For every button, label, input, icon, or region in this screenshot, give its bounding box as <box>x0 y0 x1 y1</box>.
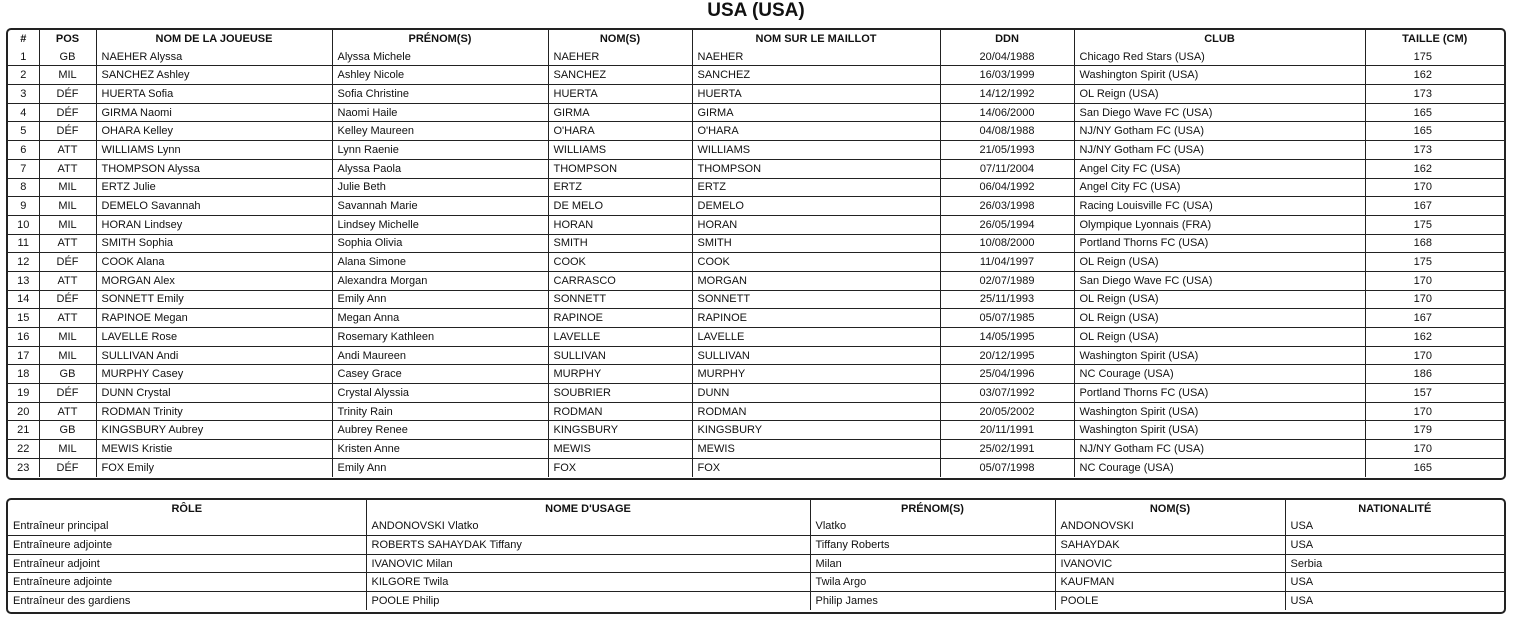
header-first-names: PRÉNOM(S) <box>332 30 548 48</box>
player-shirt-name: GIRMA <box>692 103 940 122</box>
player-birth-date: 16/03/1999 <box>940 66 1074 85</box>
player-name: SMITH Sophia <box>96 234 332 253</box>
player-last-names: KINGSBURY <box>548 421 692 440</box>
player-club: OL Reign (USA) <box>1074 85 1365 104</box>
staff-table-body <box>8 518 1504 610</box>
table-row <box>8 85 1504 104</box>
player-shirt-name: O'HARA <box>692 122 940 141</box>
header-birth-date: DDN <box>940 30 1074 48</box>
staff-usage-name: ANDONOVSKI Vlatko <box>366 518 810 536</box>
table-row <box>8 458 1504 476</box>
player-club: Portland Thorns FC (USA) <box>1074 234 1365 253</box>
player-number: 7 <box>8 159 39 178</box>
staff-nationality: Serbia <box>1285 554 1504 573</box>
table-row <box>8 178 1504 197</box>
header-height: TAILLE (CM) <box>1365 30 1504 48</box>
player-number: 15 <box>8 309 39 328</box>
player-last-names: DE MELO <box>548 197 692 216</box>
player-position: DÉF <box>39 103 96 122</box>
player-first-names: Ashley Nicole <box>332 66 548 85</box>
player-name: FOX Emily <box>96 458 332 476</box>
player-position: ATT <box>39 141 96 160</box>
staff-last-names: POOLE <box>1055 591 1285 609</box>
player-name: RAPINOE Megan <box>96 309 332 328</box>
player-number: 13 <box>8 271 39 290</box>
player-height: 165 <box>1365 458 1504 476</box>
header-usage-name: NOME D'USAGE <box>366 500 810 518</box>
staff-role: Entraîneur adjoint <box>8 554 366 573</box>
player-last-names: SULLIVAN <box>548 346 692 365</box>
player-number: 11 <box>8 234 39 253</box>
player-number: 18 <box>8 365 39 384</box>
player-birth-date: 20/11/1991 <box>940 421 1074 440</box>
player-number: 16 <box>8 328 39 347</box>
player-first-names: Aubrey Renee <box>332 421 548 440</box>
player-birth-date: 11/04/1997 <box>940 253 1074 272</box>
table-row <box>8 384 1504 403</box>
header-role: RÔLE <box>8 500 366 518</box>
player-shirt-name: SMITH <box>692 234 940 253</box>
player-name: RODMAN Trinity <box>96 402 332 421</box>
player-club: OL Reign (USA) <box>1074 290 1365 309</box>
player-name: OHARA Kelley <box>96 122 332 141</box>
player-club: Washington Spirit (USA) <box>1074 346 1365 365</box>
staff-table-frame <box>6 498 1506 614</box>
table-row <box>8 66 1504 85</box>
staff-last-names: SAHAYDAK <box>1055 536 1285 555</box>
player-shirt-name: MURPHY <box>692 365 940 384</box>
staff-usage-name: ROBERTS SAHAYDAK Tiffany <box>366 536 810 555</box>
player-name: DUNN Crystal <box>96 384 332 403</box>
player-number: 12 <box>8 253 39 272</box>
staff-role: Entraîneur principal <box>8 518 366 536</box>
player-first-names: Julie Beth <box>332 178 548 197</box>
staff-first-names: Philip James <box>810 591 1055 609</box>
player-last-names: SOUBRIER <box>548 384 692 403</box>
player-height: 162 <box>1365 159 1504 178</box>
table-row <box>8 554 1504 573</box>
staff-nationality: USA <box>1285 536 1504 555</box>
staff-header-row <box>8 500 1504 518</box>
player-position: ATT <box>39 309 96 328</box>
player-club: Angel City FC (USA) <box>1074 178 1365 197</box>
header-position: POS <box>39 30 96 48</box>
player-club: Washington Spirit (USA) <box>1074 66 1365 85</box>
player-number: 5 <box>8 122 39 141</box>
player-last-names: FOX <box>548 458 692 476</box>
staff-last-names: IVANOVIC <box>1055 554 1285 573</box>
player-shirt-name: THOMPSON <box>692 159 940 178</box>
player-birth-date: 20/04/1988 <box>940 48 1074 66</box>
table-row <box>8 197 1504 216</box>
table-row <box>8 253 1504 272</box>
player-height: 162 <box>1365 328 1504 347</box>
table-row <box>8 290 1504 309</box>
player-height: 167 <box>1365 197 1504 216</box>
player-name: DEMELO Savannah <box>96 197 332 216</box>
player-first-names: Savannah Marie <box>332 197 548 216</box>
player-number: 22 <box>8 440 39 459</box>
table-row <box>8 591 1504 609</box>
player-position: DÉF <box>39 384 96 403</box>
table-row <box>8 271 1504 290</box>
table-row <box>8 328 1504 347</box>
header-staff-last-names: NOM(S) <box>1055 500 1285 518</box>
player-number: 2 <box>8 66 39 85</box>
player-name: SONNETT Emily <box>96 290 332 309</box>
table-row <box>8 122 1504 141</box>
player-club: NC Courage (USA) <box>1074 458 1365 476</box>
player-first-names: Naomi Haile <box>332 103 548 122</box>
player-last-names: ERTZ <box>548 178 692 197</box>
player-last-names: O'HARA <box>548 122 692 141</box>
player-height: 175 <box>1365 48 1504 66</box>
player-first-names: Lindsey Michelle <box>332 215 548 234</box>
player-height: 175 <box>1365 215 1504 234</box>
player-height: 157 <box>1365 384 1504 403</box>
player-position: MIL <box>39 346 96 365</box>
player-first-names: Sophia Olivia <box>332 234 548 253</box>
player-birth-date: 25/11/1993 <box>940 290 1074 309</box>
player-club: OL Reign (USA) <box>1074 253 1365 272</box>
player-shirt-name: DEMELO <box>692 197 940 216</box>
player-first-names: Sofia Christine <box>332 85 548 104</box>
player-position: GB <box>39 365 96 384</box>
player-birth-date: 25/02/1991 <box>940 440 1074 459</box>
player-name: MORGAN Alex <box>96 271 332 290</box>
player-birth-date: 07/11/2004 <box>940 159 1074 178</box>
player-birth-date: 05/07/1985 <box>940 309 1074 328</box>
player-birth-date: 06/04/1992 <box>940 178 1074 197</box>
staff-usage-name: IVANOVIC Milan <box>366 554 810 573</box>
header-shirt-name: NOM SUR LE MAILLOT <box>692 30 940 48</box>
player-last-names: WILLIAMS <box>548 141 692 160</box>
player-club: NC Courage (USA) <box>1074 365 1365 384</box>
page-title: USA (USA) <box>707 0 805 21</box>
player-shirt-name: NAEHER <box>692 48 940 66</box>
player-position: MIL <box>39 328 96 347</box>
table-row <box>8 440 1504 459</box>
staff-nationality: USA <box>1285 573 1504 592</box>
player-club: San Diego Wave FC (USA) <box>1074 271 1365 290</box>
player-birth-date: 14/05/1995 <box>940 328 1074 347</box>
table-row <box>8 103 1504 122</box>
player-last-names: COOK <box>548 253 692 272</box>
player-position: GB <box>39 421 96 440</box>
player-height: 167 <box>1365 309 1504 328</box>
player-shirt-name: FOX <box>692 458 940 476</box>
player-height: 170 <box>1365 290 1504 309</box>
player-first-names: Trinity Rain <box>332 402 548 421</box>
player-shirt-name: KINGSBURY <box>692 421 940 440</box>
player-first-names: Casey Grace <box>332 365 548 384</box>
player-first-names: Kristen Anne <box>332 440 548 459</box>
header-last-names: NOM(S) <box>548 30 692 48</box>
player-shirt-name: LAVELLE <box>692 328 940 347</box>
staff-role: Entraîneure adjointe <box>8 573 366 592</box>
table-row <box>8 48 1504 66</box>
table-row <box>8 141 1504 160</box>
player-first-names: Alyssa Paola <box>332 159 548 178</box>
header-staff-first-names: PRÉNOM(S) <box>810 500 1055 518</box>
header-player-name: NOM DE LA JOUEUSE <box>96 30 332 48</box>
staff-table <box>8 500 1504 610</box>
player-name: SANCHEZ Ashley <box>96 66 332 85</box>
player-birth-date: 03/07/1992 <box>940 384 1074 403</box>
player-name: THOMPSON Alyssa <box>96 159 332 178</box>
player-last-names: SMITH <box>548 234 692 253</box>
player-birth-date: 26/05/1994 <box>940 215 1074 234</box>
table-row <box>8 365 1504 384</box>
player-position: ATT <box>39 234 96 253</box>
player-first-names: Crystal Alyssia <box>332 384 548 403</box>
player-name: KINGSBURY Aubrey <box>96 421 332 440</box>
player-shirt-name: WILLIAMS <box>692 141 940 160</box>
table-row <box>8 346 1504 365</box>
player-birth-date: 10/08/2000 <box>940 234 1074 253</box>
player-shirt-name: MEWIS <box>692 440 940 459</box>
player-birth-date: 20/05/2002 <box>940 402 1074 421</box>
player-shirt-name: HORAN <box>692 215 940 234</box>
player-first-names: Alexandra Morgan <box>332 271 548 290</box>
player-birth-date: 05/07/1998 <box>940 458 1074 476</box>
player-number: 21 <box>8 421 39 440</box>
player-position: ATT <box>39 402 96 421</box>
player-shirt-name: ERTZ <box>692 178 940 197</box>
staff-last-names: ANDONOVSKI <box>1055 518 1285 536</box>
player-position: MIL <box>39 215 96 234</box>
player-last-names: THOMPSON <box>548 159 692 178</box>
player-position: GB <box>39 48 96 66</box>
staff-nationality: USA <box>1285 518 1504 536</box>
player-position: MIL <box>39 440 96 459</box>
player-height: 173 <box>1365 85 1504 104</box>
player-number: 17 <box>8 346 39 365</box>
player-name: LAVELLE Rose <box>96 328 332 347</box>
player-birth-date: 02/07/1989 <box>940 271 1074 290</box>
player-club: Washington Spirit (USA) <box>1074 402 1365 421</box>
player-name: NAEHER Alyssa <box>96 48 332 66</box>
player-height: 165 <box>1365 122 1504 141</box>
player-height: 170 <box>1365 402 1504 421</box>
player-first-names: Andi Maureen <box>332 346 548 365</box>
player-number: 23 <box>8 458 39 476</box>
player-club: Washington Spirit (USA) <box>1074 421 1365 440</box>
player-height: 173 <box>1365 141 1504 160</box>
player-first-names: Alyssa Michele <box>332 48 548 66</box>
player-position: DÉF <box>39 122 96 141</box>
header-club: CLUB <box>1074 30 1365 48</box>
player-club: NJ/NY Gotham FC (USA) <box>1074 440 1365 459</box>
player-last-names: SONNETT <box>548 290 692 309</box>
player-shirt-name: MORGAN <box>692 271 940 290</box>
header-number: # <box>8 30 39 48</box>
player-last-names: SANCHEZ <box>548 66 692 85</box>
player-name: GIRMA Naomi <box>96 103 332 122</box>
player-first-names: Kelley Maureen <box>332 122 548 141</box>
table-row <box>8 421 1504 440</box>
player-club: OL Reign (USA) <box>1074 309 1365 328</box>
player-name: ERTZ Julie <box>96 178 332 197</box>
player-club: San Diego Wave FC (USA) <box>1074 103 1365 122</box>
player-birth-date: 20/12/1995 <box>940 346 1074 365</box>
player-position: ATT <box>39 271 96 290</box>
player-last-names: LAVELLE <box>548 328 692 347</box>
player-number: 3 <box>8 85 39 104</box>
staff-first-names: Milan <box>810 554 1055 573</box>
player-last-names: RAPINOE <box>548 309 692 328</box>
player-birth-date: 25/04/1996 <box>940 365 1074 384</box>
player-last-names: HUERTA <box>548 85 692 104</box>
player-height: 179 <box>1365 421 1504 440</box>
staff-first-names: Twila Argo <box>810 573 1055 592</box>
player-number: 4 <box>8 103 39 122</box>
player-club: NJ/NY Gotham FC (USA) <box>1074 122 1365 141</box>
player-position: MIL <box>39 197 96 216</box>
players-table <box>8 30 1504 477</box>
player-number: 20 <box>8 402 39 421</box>
player-number: 10 <box>8 215 39 234</box>
player-club: NJ/NY Gotham FC (USA) <box>1074 141 1365 160</box>
staff-role: Entraîneur des gardiens <box>8 591 366 609</box>
player-number: 6 <box>8 141 39 160</box>
staff-first-names: Vlatko <box>810 518 1055 536</box>
staff-usage-name: POOLE Philip <box>366 591 810 609</box>
player-number: 1 <box>8 48 39 66</box>
table-row <box>8 309 1504 328</box>
players-table-body <box>8 48 1504 477</box>
player-last-names: NAEHER <box>548 48 692 66</box>
player-position: DÉF <box>39 458 96 476</box>
table-row <box>8 215 1504 234</box>
player-height: 168 <box>1365 234 1504 253</box>
player-position: MIL <box>39 178 96 197</box>
table-row <box>8 159 1504 178</box>
player-club: Angel City FC (USA) <box>1074 159 1365 178</box>
player-position: DÉF <box>39 85 96 104</box>
player-last-names: GIRMA <box>548 103 692 122</box>
player-last-names: CARRASCO <box>548 271 692 290</box>
table-row <box>8 402 1504 421</box>
player-name: COOK Alana <box>96 253 332 272</box>
table-row <box>8 536 1504 555</box>
header-nationality: NATIONALITÉ <box>1285 500 1504 518</box>
player-name: MEWIS Kristie <box>96 440 332 459</box>
player-name: WILLIAMS Lynn <box>96 141 332 160</box>
player-birth-date: 14/12/1992 <box>940 85 1074 104</box>
player-position: DÉF <box>39 253 96 272</box>
player-last-names: MEWIS <box>548 440 692 459</box>
player-shirt-name: HUERTA <box>692 85 940 104</box>
player-club: Olympique Lyonnais (FRA) <box>1074 215 1365 234</box>
player-club: Racing Louisville FC (USA) <box>1074 197 1365 216</box>
player-height: 170 <box>1365 346 1504 365</box>
table-row <box>8 573 1504 592</box>
player-shirt-name: SANCHEZ <box>692 66 940 85</box>
player-shirt-name: SONNETT <box>692 290 940 309</box>
table-row <box>8 518 1504 536</box>
player-height: 170 <box>1365 440 1504 459</box>
player-name: HUERTA Sofia <box>96 85 332 104</box>
player-number: 8 <box>8 178 39 197</box>
player-first-names: Emily Ann <box>332 290 548 309</box>
player-shirt-name: COOK <box>692 253 940 272</box>
player-shirt-name: SULLIVAN <box>692 346 940 365</box>
player-height: 170 <box>1365 271 1504 290</box>
player-birth-date: 04/08/1988 <box>940 122 1074 141</box>
player-name: MURPHY Casey <box>96 365 332 384</box>
player-number: 19 <box>8 384 39 403</box>
player-number: 9 <box>8 197 39 216</box>
player-height: 175 <box>1365 253 1504 272</box>
player-club: Chicago Red Stars (USA) <box>1074 48 1365 66</box>
staff-usage-name: KILGORE Twila <box>366 573 810 592</box>
player-last-names: RODMAN <box>548 402 692 421</box>
player-first-names: Megan Anna <box>332 309 548 328</box>
player-birth-date: 14/06/2000 <box>940 103 1074 122</box>
player-first-names: Alana Simone <box>332 253 548 272</box>
player-last-names: MURPHY <box>548 365 692 384</box>
player-birth-date: 26/03/1998 <box>940 197 1074 216</box>
staff-last-names: KAUFMAN <box>1055 573 1285 592</box>
player-shirt-name: DUNN <box>692 384 940 403</box>
player-club: Portland Thorns FC (USA) <box>1074 384 1365 403</box>
staff-nationality: USA <box>1285 591 1504 609</box>
player-club: OL Reign (USA) <box>1074 328 1365 347</box>
player-position: MIL <box>39 66 96 85</box>
player-height: 165 <box>1365 103 1504 122</box>
players-header-row <box>8 30 1504 48</box>
player-height: 170 <box>1365 178 1504 197</box>
player-position: ATT <box>39 159 96 178</box>
player-birth-date: 21/05/1993 <box>940 141 1074 160</box>
player-first-names: Lynn Raenie <box>332 141 548 160</box>
player-first-names: Rosemary Kathleen <box>332 328 548 347</box>
player-name: HORAN Lindsey <box>96 215 332 234</box>
player-height: 162 <box>1365 66 1504 85</box>
players-table-frame <box>6 28 1506 480</box>
player-height: 186 <box>1365 365 1504 384</box>
table-row <box>8 234 1504 253</box>
player-number: 14 <box>8 290 39 309</box>
player-position: DÉF <box>39 290 96 309</box>
player-name: SULLIVAN Andi <box>96 346 332 365</box>
player-shirt-name: RODMAN <box>692 402 940 421</box>
player-first-names: Emily Ann <box>332 458 548 476</box>
staff-first-names: Tiffany Roberts <box>810 536 1055 555</box>
player-last-names: HORAN <box>548 215 692 234</box>
player-shirt-name: RAPINOE <box>692 309 940 328</box>
staff-role: Entraîneure adjointe <box>8 536 366 555</box>
